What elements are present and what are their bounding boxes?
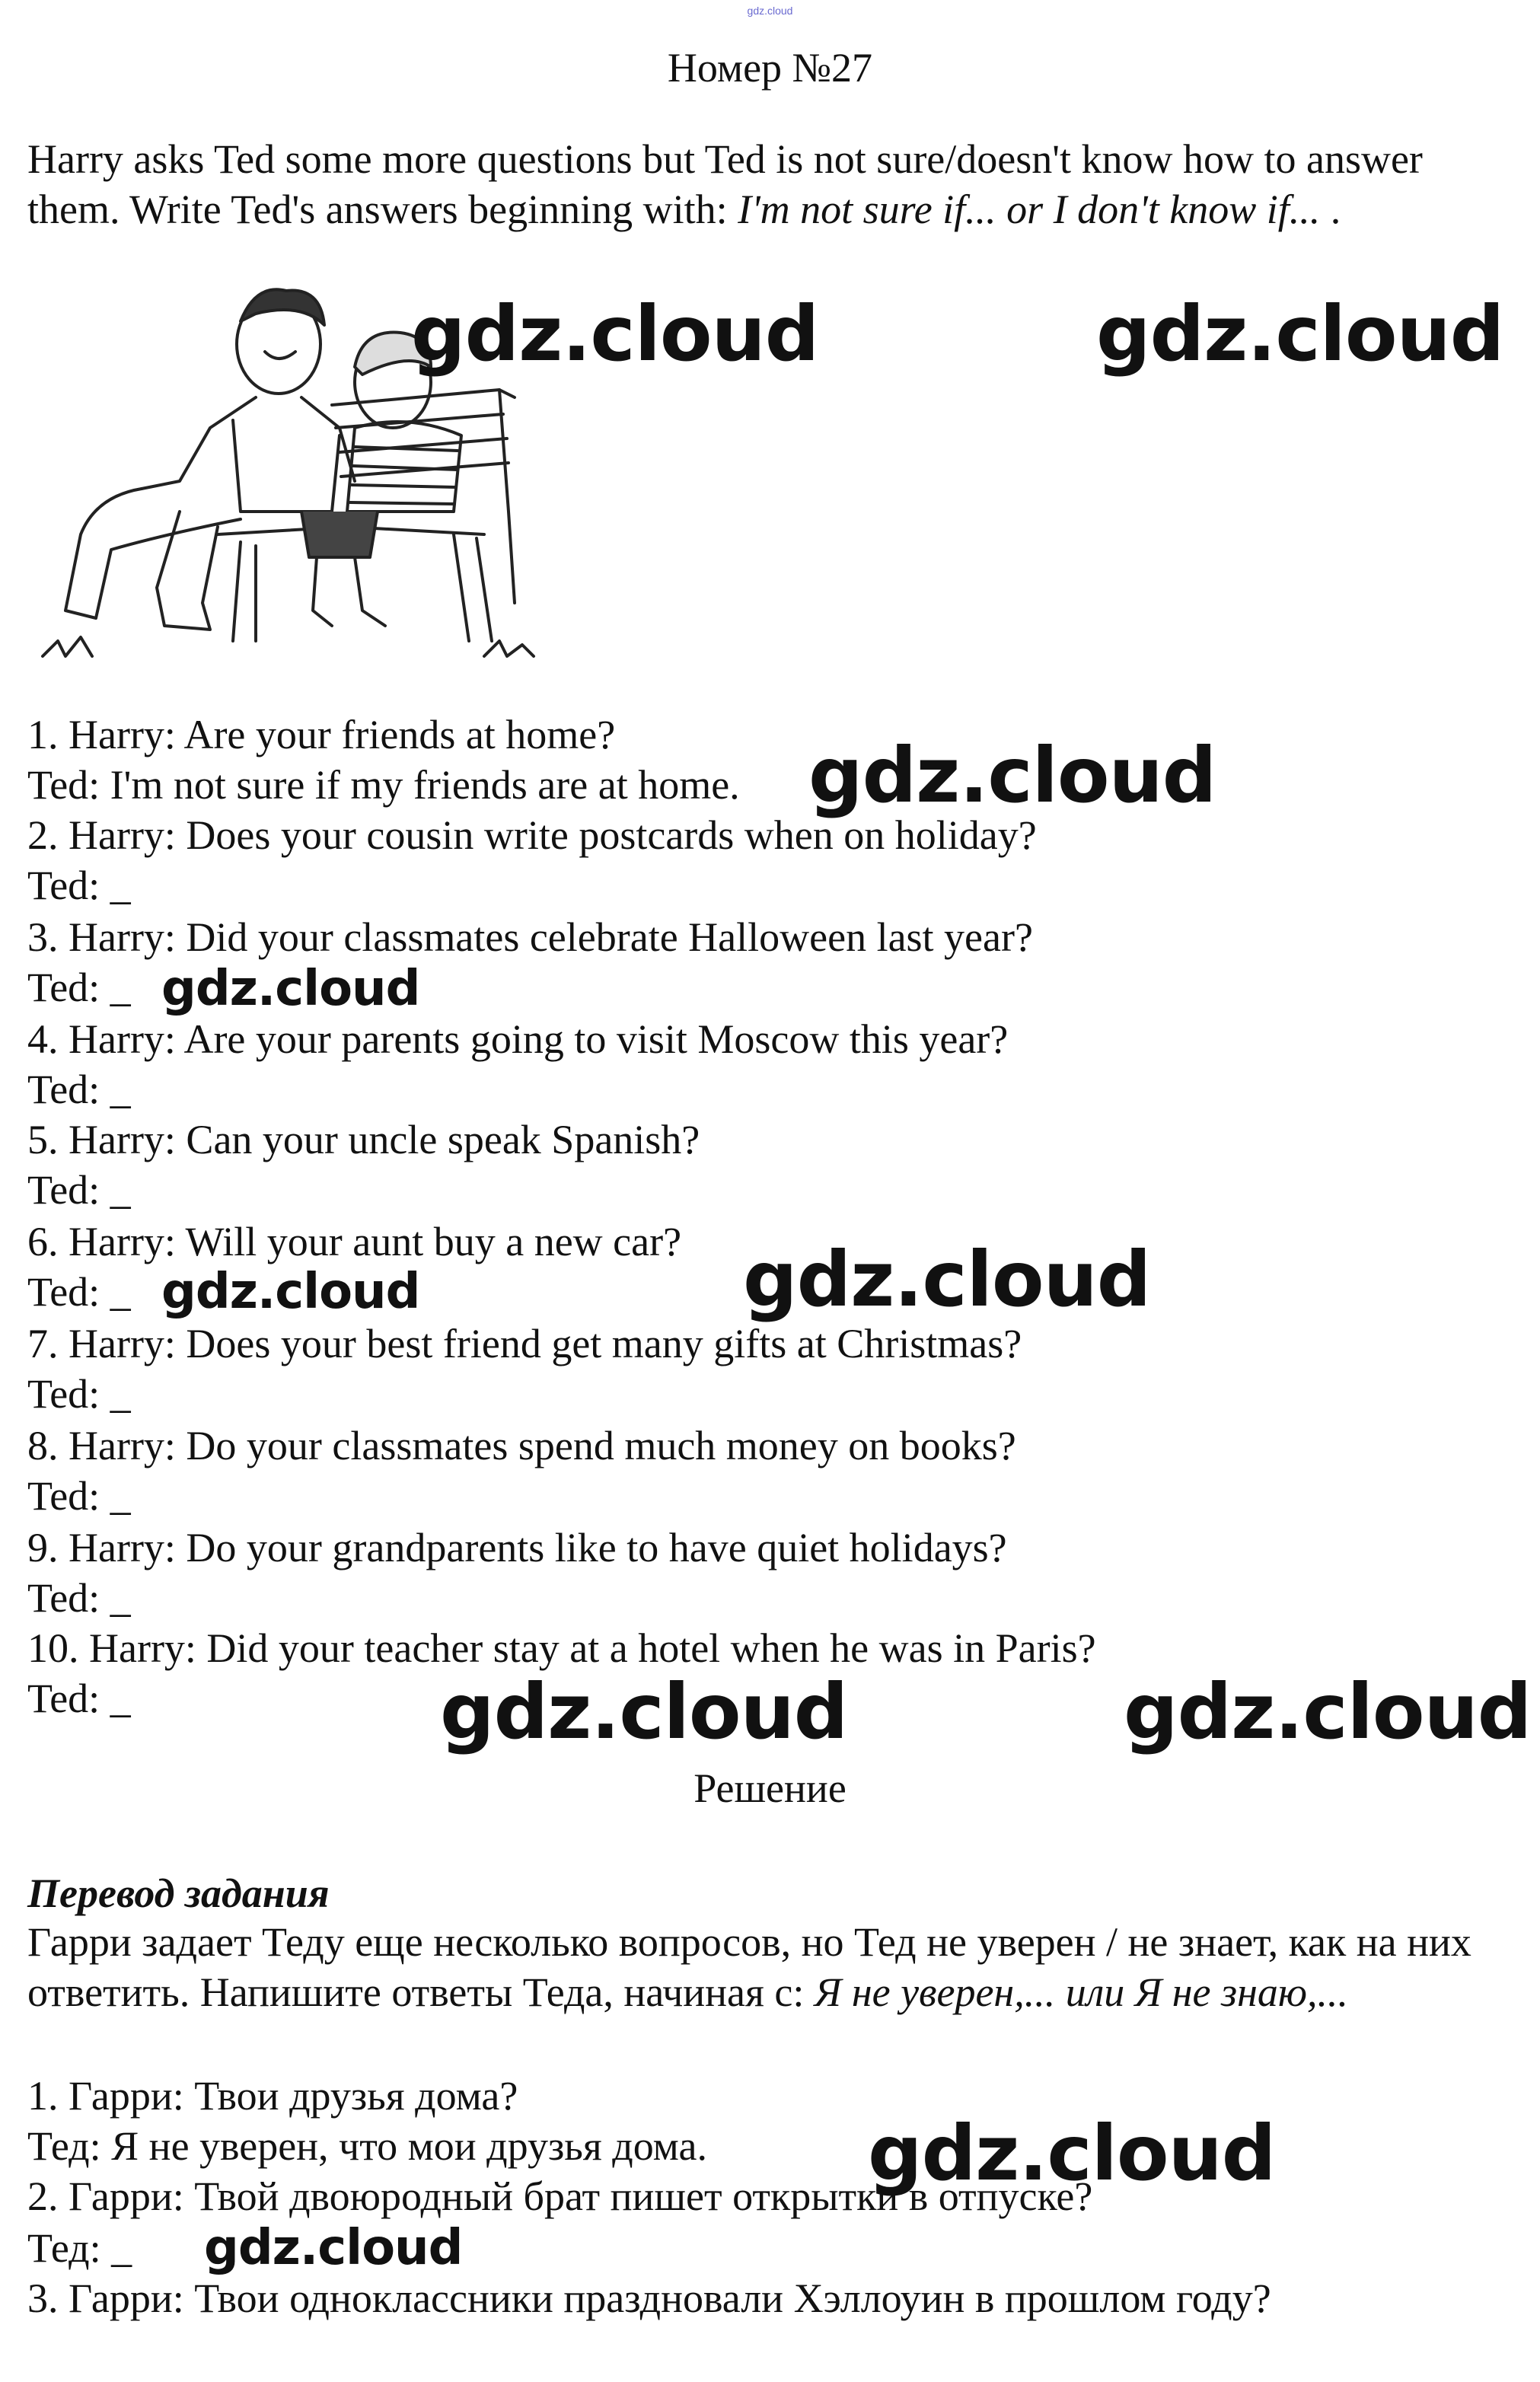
- solution-title: Решение: [693, 1765, 847, 1811]
- translation-line: Тед: Я не уверен, что мои друзья дома.: [27, 2123, 707, 2169]
- exercise-answer: Ted: _: [27, 965, 131, 1010]
- exercise-answer: Ted: _: [27, 1371, 131, 1417]
- watermark: gdz.cloud: [161, 1264, 420, 1320]
- translation-line: 1. Гарри: Твои друзья дома?: [27, 2073, 518, 2119]
- exercise-question: 10. Harry: Did your teacher stay at a hotel when he was in Paris?: [27, 1625, 1096, 1671]
- exercise-question: 6. Harry: Will your aunt buy a new car?: [27, 1219, 682, 1264]
- exercise-question: 1. Harry: Are your friends at home?: [27, 712, 616, 757]
- translation-line: Тед: _: [27, 2225, 132, 2271]
- exercise-answer: Ted: _: [27, 1575, 131, 1621]
- watermark: gdz.cloud: [868, 2109, 1276, 2198]
- translation-line: 2. Гарри: Твой двоюродный брат пишет открытки в отпуске?: [27, 2173, 1093, 2219]
- exercise-question: 5. Harry: Can your uncle speak Spanish?: [27, 1117, 700, 1162]
- exercise-answer: Ted: _: [27, 1067, 131, 1112]
- exercise-instructions: Harry asks Ted some more questions but Ted is not sure/doesn't know how to answer them. Write Ted's answers beginning with: I'm not sure if... or I don't know if... .: [27, 136, 1423, 232]
- translation-italic: Я не уверен,... или Я не знаю,...: [814, 1969, 1348, 2015]
- watermark: gdz.cloud: [1124, 1667, 1532, 1756]
- translation-heading: Перевод задания: [27, 1870, 330, 1916]
- exercise-question: 4. Harry: Are your parents going to visit Moscow this year?: [27, 1016, 1009, 1062]
- translation-line: 3. Гарри: Твои одноклассники праздновали Хэллоуин в прошлом году?: [27, 2275, 1271, 2321]
- exercise-question: 3. Harry: Did your classmates celebrate Halloween last year?: [27, 914, 1033, 960]
- exercise-question: 8. Harry: Do your classmates spend much money on books?: [27, 1423, 1016, 1468]
- watermark: gdz.cloud: [411, 289, 819, 378]
- instructions-italic: I'm not sure if... or I don't know if...: [738, 187, 1321, 232]
- top-watermark: gdz.cloud: [747, 5, 793, 17]
- watermark: gdz.cloud: [161, 961, 420, 1017]
- exercise-question: 9. Harry: Do your grandparents like to have quiet holidays?: [27, 1525, 1007, 1570]
- watermark: gdz.cloud: [808, 731, 1216, 820]
- exercise-answer: Ted: I'm not sure if my friends are at home.: [27, 762, 740, 808]
- watermark: gdz.cloud: [440, 1667, 848, 1756]
- exercise-answer: Ted: _: [27, 1167, 131, 1213]
- watermark: gdz.cloud: [743, 1235, 1151, 1324]
- exercise-answer: Ted: _: [27, 863, 131, 908]
- watermark: gdz.cloud: [204, 2220, 463, 2276]
- exercise-question: 2. Harry: Does your cousin write postcards when on holiday?: [27, 812, 1037, 858]
- exercise-answer: Ted: _: [27, 1269, 131, 1315]
- translation-instructions: Гарри задает Теду еще несколько вопросов, но Тед не уверен / не знает, как на них ответить. Напишите ответы Теда, начиная с: Я не уверен,... или Я не знаю,...: [27, 1919, 1471, 2015]
- exercise-question: 7. Harry: Does your best friend get many gifts at Christmas?: [27, 1321, 1022, 1366]
- exercise-answer: Ted: _: [27, 1473, 131, 1519]
- exercise-answer: Ted: _: [27, 1676, 131, 1721]
- watermark: gdz.cloud: [1096, 289, 1504, 378]
- page-title: Номер №27: [667, 45, 873, 91]
